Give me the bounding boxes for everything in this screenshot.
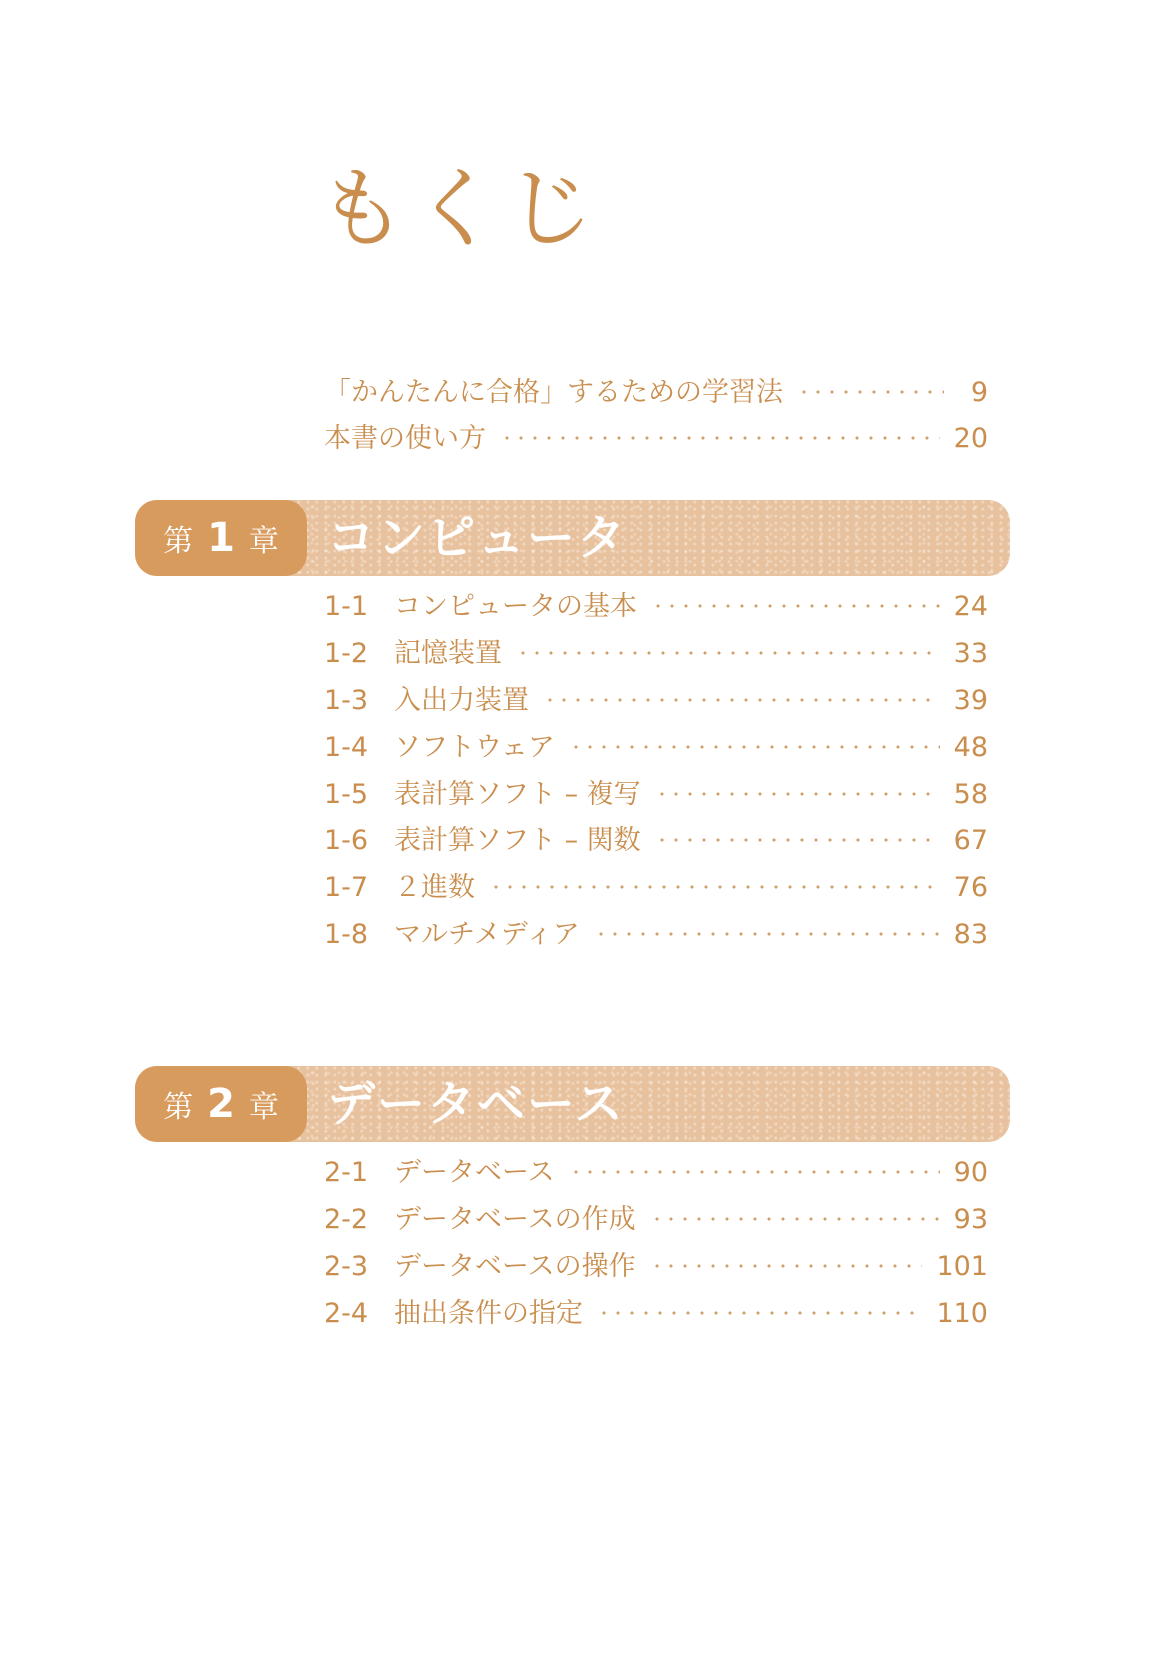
section-number: 1-1 (324, 590, 369, 622)
section-page: 76 (953, 871, 988, 903)
section-page: 48 (953, 731, 988, 763)
toc-section-1-2[interactable] (324, 633, 988, 673)
dot-leader (655, 792, 940, 796)
toc-entry-label: 「かんたんに合格」するための学習法 (324, 376, 783, 408)
chapter-prefix: 第 (163, 1090, 194, 1125)
chapter-2-header[interactable] (135, 1066, 1010, 1142)
section-number: 2-1 (324, 1156, 369, 1188)
dot-leader (569, 1170, 940, 1174)
toc-section-2-2[interactable] (324, 1199, 988, 1239)
section-page: 90 (953, 1156, 988, 1188)
toc-entry-page: 9 (970, 376, 988, 408)
section-label: 入出力装置 (394, 684, 529, 716)
chapter-1-title: コンピュータ (327, 510, 628, 566)
section-label: ソフトウェア (394, 731, 555, 763)
section-number: 1-5 (324, 778, 369, 810)
toc-entry-label: 本書の使い方 (324, 422, 486, 454)
chapter-number: 1 (207, 515, 235, 561)
section-number: 1-2 (324, 637, 369, 669)
dot-leader (650, 1217, 940, 1221)
chapter-suffix: 章 (248, 524, 279, 559)
section-page: 33 (953, 637, 988, 669)
chapter-suffix: 章 (248, 1090, 279, 1125)
toc-entry-how-to-use[interactable] (324, 418, 988, 458)
section-number: 2-4 (324, 1297, 369, 1329)
section-page: 39 (953, 684, 988, 716)
toc-section-2-1[interactable] (324, 1152, 988, 1192)
dot-leader (651, 604, 940, 608)
section-number: 1-8 (324, 918, 369, 950)
section-label: ２進数 (394, 871, 475, 903)
chapter-prefix: 第 (163, 524, 194, 559)
toc-section-1-6[interactable] (324, 820, 988, 860)
dot-leader (500, 436, 940, 440)
section-label: 記憶装置 (394, 637, 502, 669)
section-label: コンピュータの基本 (394, 590, 637, 622)
dot-leader (655, 838, 940, 842)
section-label: 表計算ソフト – 複写 (394, 778, 641, 810)
toc-section-1-1[interactable] (324, 586, 988, 626)
toc-section-1-5[interactable] (324, 774, 988, 814)
chapter-2-badge (135, 1066, 307, 1142)
section-label: 抽出条件の指定 (394, 1297, 583, 1329)
section-number: 1-4 (324, 731, 369, 763)
section-label: 表計算ソフト – 関数 (394, 824, 641, 856)
section-page: 67 (953, 824, 988, 856)
dot-leader (569, 745, 940, 749)
chapter-2-title: データベース (327, 1076, 625, 1132)
section-page: 93 (953, 1203, 988, 1235)
section-page: 24 (953, 590, 988, 622)
chapter-1-header[interactable] (135, 500, 1010, 576)
section-label: データベースの操作 (394, 1250, 636, 1282)
section-label: データベース (394, 1156, 555, 1188)
dot-leader (797, 390, 944, 394)
section-page: 101 (936, 1250, 988, 1282)
toc-section-1-8[interactable] (324, 914, 988, 954)
dot-leader (516, 651, 940, 655)
section-label: データベースの作成 (394, 1203, 636, 1235)
section-label: マルチメディア (394, 918, 580, 950)
section-page: 83 (953, 918, 988, 950)
chapter-1-badge (135, 500, 307, 576)
toc-entry-study-method[interactable] (324, 372, 988, 412)
toc-section-1-7[interactable] (324, 867, 988, 907)
page-title: もくじ (318, 157, 601, 260)
dot-leader (543, 698, 940, 702)
section-number: 1-7 (324, 871, 369, 903)
section-page: 110 (936, 1297, 988, 1329)
toc-section-1-4[interactable] (324, 727, 988, 767)
section-number: 1-6 (324, 824, 369, 856)
dot-leader (597, 1311, 922, 1315)
chapter-number: 2 (207, 1081, 235, 1127)
toc-section-1-3[interactable] (324, 680, 988, 720)
dot-leader (594, 932, 940, 936)
section-page: 58 (953, 778, 988, 810)
toc-entry-page: 20 (953, 422, 988, 454)
dot-leader (650, 1264, 923, 1268)
section-number: 2-3 (324, 1250, 369, 1282)
section-number: 1-3 (324, 684, 369, 716)
toc-section-2-3[interactable] (324, 1246, 988, 1286)
dot-leader (489, 885, 940, 889)
toc-section-2-4[interactable] (324, 1293, 988, 1333)
section-number: 2-2 (324, 1203, 369, 1235)
